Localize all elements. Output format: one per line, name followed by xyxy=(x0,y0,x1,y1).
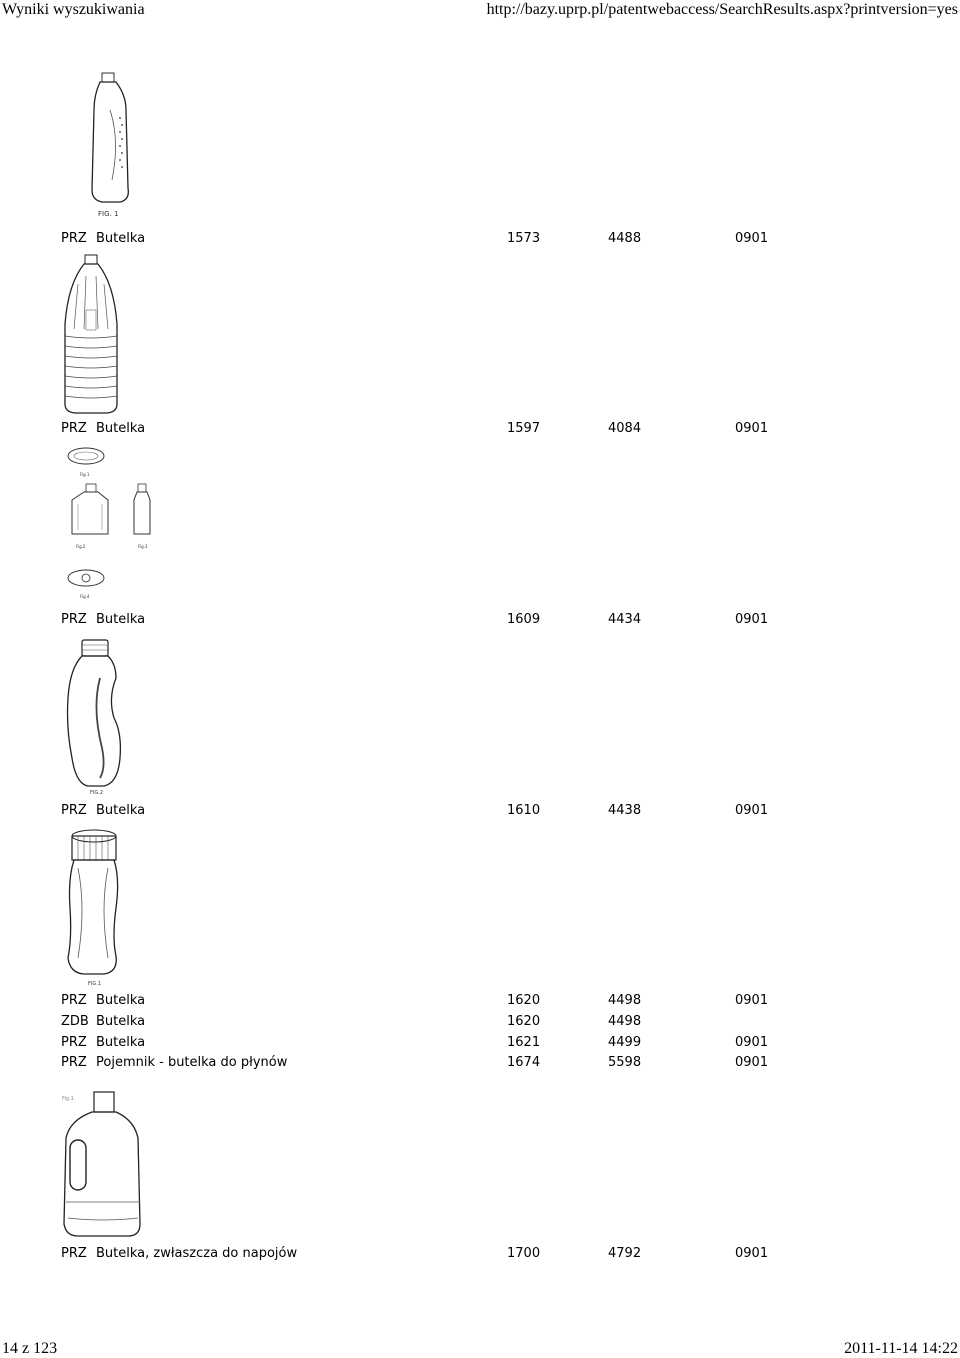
cell-name: Butelka xyxy=(96,993,146,1008)
cell-n2: 4084 xyxy=(608,421,642,436)
bottle-drawing-3 xyxy=(62,444,162,604)
cell-n1: 1621 xyxy=(507,1035,541,1050)
cell-type: ZDB xyxy=(61,1014,89,1029)
cell-name: Butelka xyxy=(96,1035,146,1050)
cell-name: Butelka xyxy=(96,612,146,627)
cell-name: Pojemnik - butelka do płynów xyxy=(96,1055,288,1070)
svg-text:FIG.2: FIG.2 xyxy=(90,790,103,796)
cell-n3: 0901 xyxy=(735,993,769,1008)
cell-type: PRZ xyxy=(61,612,87,627)
cell-n1: 1597 xyxy=(507,421,541,436)
cell-n2: 5598 xyxy=(608,1055,642,1070)
cell-name: Butelka xyxy=(96,421,146,436)
bottle-drawing-6 xyxy=(58,1088,148,1240)
cell-n1: 1610 xyxy=(507,803,541,818)
page-number: 14 z 123 xyxy=(2,1340,58,1357)
cell-type: PRZ xyxy=(61,1246,87,1261)
bottle-drawing-1 xyxy=(80,70,140,220)
table-row xyxy=(0,992,960,1010)
cell-n1: 1573 xyxy=(507,231,541,246)
cell-type: PRZ xyxy=(61,993,87,1008)
cell-n3: 0901 xyxy=(735,1035,769,1050)
print-datetime: 2011-11-14 14:22 xyxy=(844,1340,958,1357)
cell-n3: 0901 xyxy=(735,231,769,246)
svg-text:Fig.1: Fig.1 xyxy=(80,472,90,477)
cell-n2: 4498 xyxy=(608,1014,642,1029)
svg-text:Fig.2: Fig.2 xyxy=(76,544,86,549)
cell-n2: 4499 xyxy=(608,1035,642,1050)
cell-n2: 4438 xyxy=(608,803,642,818)
cell-n2: 4792 xyxy=(608,1246,642,1261)
cell-n1: 1620 xyxy=(507,1014,541,1029)
bottle-drawing-4 xyxy=(64,638,124,796)
cell-n3: 0901 xyxy=(735,1055,769,1070)
cell-name: Butelka xyxy=(96,231,146,246)
cell-n1: 1674 xyxy=(507,1055,541,1070)
cell-n1: 1609 xyxy=(507,612,541,627)
cell-name: Butelka, zwłaszcza do napojów xyxy=(96,1246,298,1261)
page-url[interactable]: http://bazy.uprp.pl/patentwebaccess/SearchResults.aspx?printversion=yes xyxy=(486,1,958,18)
svg-text:Fig.3: Fig.3 xyxy=(138,544,148,549)
cell-type: PRZ xyxy=(61,231,87,246)
cell-type: PRZ xyxy=(61,803,87,818)
cell-name: Butelka xyxy=(96,1014,146,1029)
table-row xyxy=(0,802,960,820)
page-title: Wyniki wyszukiwania xyxy=(2,1,145,18)
cell-n3: 0901 xyxy=(735,1246,769,1261)
cell-n3: 0901 xyxy=(735,612,769,627)
cell-type: PRZ xyxy=(61,421,87,436)
table-row xyxy=(0,420,960,438)
bottle-drawing-5 xyxy=(64,828,124,988)
cell-n2: 4488 xyxy=(608,231,642,246)
bottle-drawing-2 xyxy=(60,254,122,416)
table-row xyxy=(0,1245,960,1263)
cell-n3: 0901 xyxy=(735,803,769,818)
table-row xyxy=(0,1054,960,1072)
cell-n2: 4434 xyxy=(608,612,642,627)
table-row xyxy=(0,611,960,629)
cell-n1: 1700 xyxy=(507,1246,541,1261)
cell-n2: 4498 xyxy=(608,993,642,1008)
cell-n1: 1620 xyxy=(507,993,541,1008)
table-row xyxy=(0,1034,960,1052)
table-row xyxy=(0,230,960,248)
cell-n3: 0901 xyxy=(735,421,769,436)
fig-label: FIG. 1 xyxy=(98,210,119,218)
svg-text:Fig.4: Fig.4 xyxy=(80,594,90,599)
svg-text:Fig.1: Fig.1 xyxy=(62,1096,74,1102)
cell-type: PRZ xyxy=(61,1055,87,1070)
table-row xyxy=(0,1013,960,1031)
cell-name: Butelka xyxy=(96,803,146,818)
cell-type: PRZ xyxy=(61,1035,87,1050)
svg-text:FIG.1: FIG.1 xyxy=(88,981,101,987)
